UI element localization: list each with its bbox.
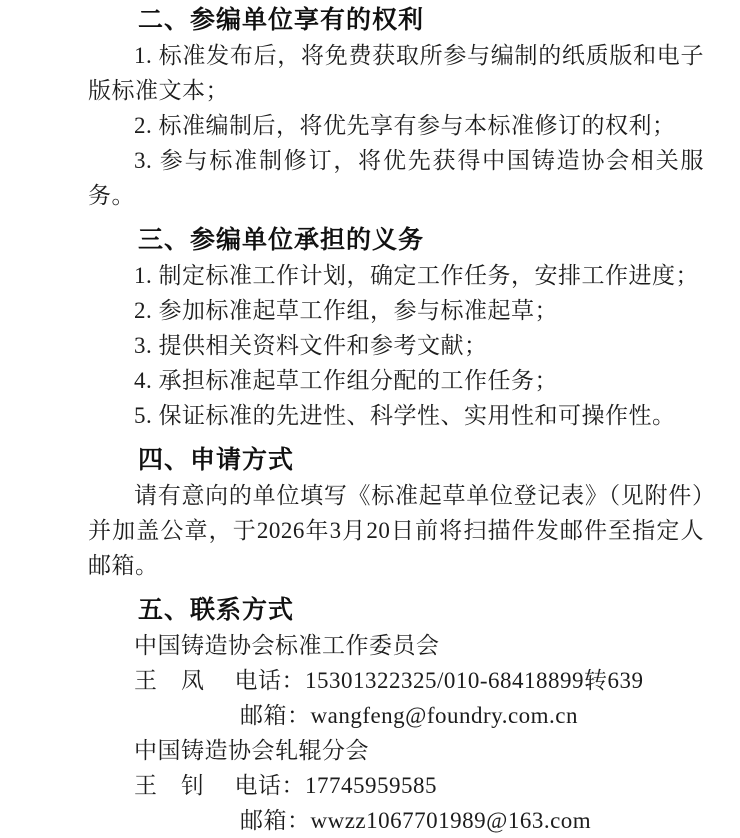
contact-phone-line [88, 663, 704, 698]
phone-label: 电话： [234, 668, 305, 693]
paragraph: 2. 标准编制后，将优先享有参与本标准修订的权利； [134, 113, 676, 138]
phone-label: 电话： [234, 773, 305, 798]
email-label: 邮箱： [240, 703, 311, 728]
paragraph: 1. 制定标准工作计划，确定工作任务，安排工作进度； [134, 263, 699, 288]
email-value: wangfeng@foundry.com.cn [310, 703, 578, 728]
section [88, 442, 704, 583]
paragraph: 4. 承担标准起草工作组分配的工作任务； [134, 368, 558, 393]
contact-name: 王 凤 [134, 668, 205, 693]
email-value: wwzz1067701989@163.com [310, 808, 592, 833]
section-heading: 二、参编单位享有的权利 [138, 6, 425, 34]
section-heading: 四、申请方式 [138, 446, 295, 474]
contact-organization: 中国铸造协会轧辊分会 [134, 738, 369, 763]
paragraph: 2. 参加标准起草工作组，参与标准起草； [134, 298, 558, 323]
contact-phone-line [88, 768, 704, 803]
phone-value: 17745959585 [305, 773, 437, 798]
contact-organization: 中国铸造协会标准工作委员会 [134, 633, 440, 658]
paragraph: 3. 参与标准制修订，将优先获得中国铸造协会相关服务。 [88, 148, 704, 208]
section [88, 592, 704, 838]
paragraph: 1. 标准发布后，将免费获取所参与编制的纸质版和电子版标准文本； [88, 43, 704, 103]
document-body [88, 2, 704, 838]
section-heading: 三、参编单位承担的义务 [138, 226, 425, 254]
paragraph: 请有意向的单位填写《标准起草单位登记表》（见附件）并加盖公章，于2026年3月20日前将扫描件发邮件至指定人邮箱。 [88, 483, 704, 578]
contact-email-line [88, 803, 704, 838]
phone-value: 15301322325/010-68418899转639 [305, 668, 644, 693]
paragraph: 5. 保证标准的先进性、科学性、实用性和可操作性。 [134, 403, 676, 428]
email-label: 邮箱： [240, 808, 311, 833]
section-heading: 五、联系方式 [138, 596, 295, 624]
section [88, 2, 704, 213]
paragraph: 3. 提供相关资料文件和参考文献； [134, 333, 488, 358]
section [88, 222, 704, 433]
contact-email-line [88, 698, 704, 733]
contact-name: 王 钊 [134, 773, 205, 798]
